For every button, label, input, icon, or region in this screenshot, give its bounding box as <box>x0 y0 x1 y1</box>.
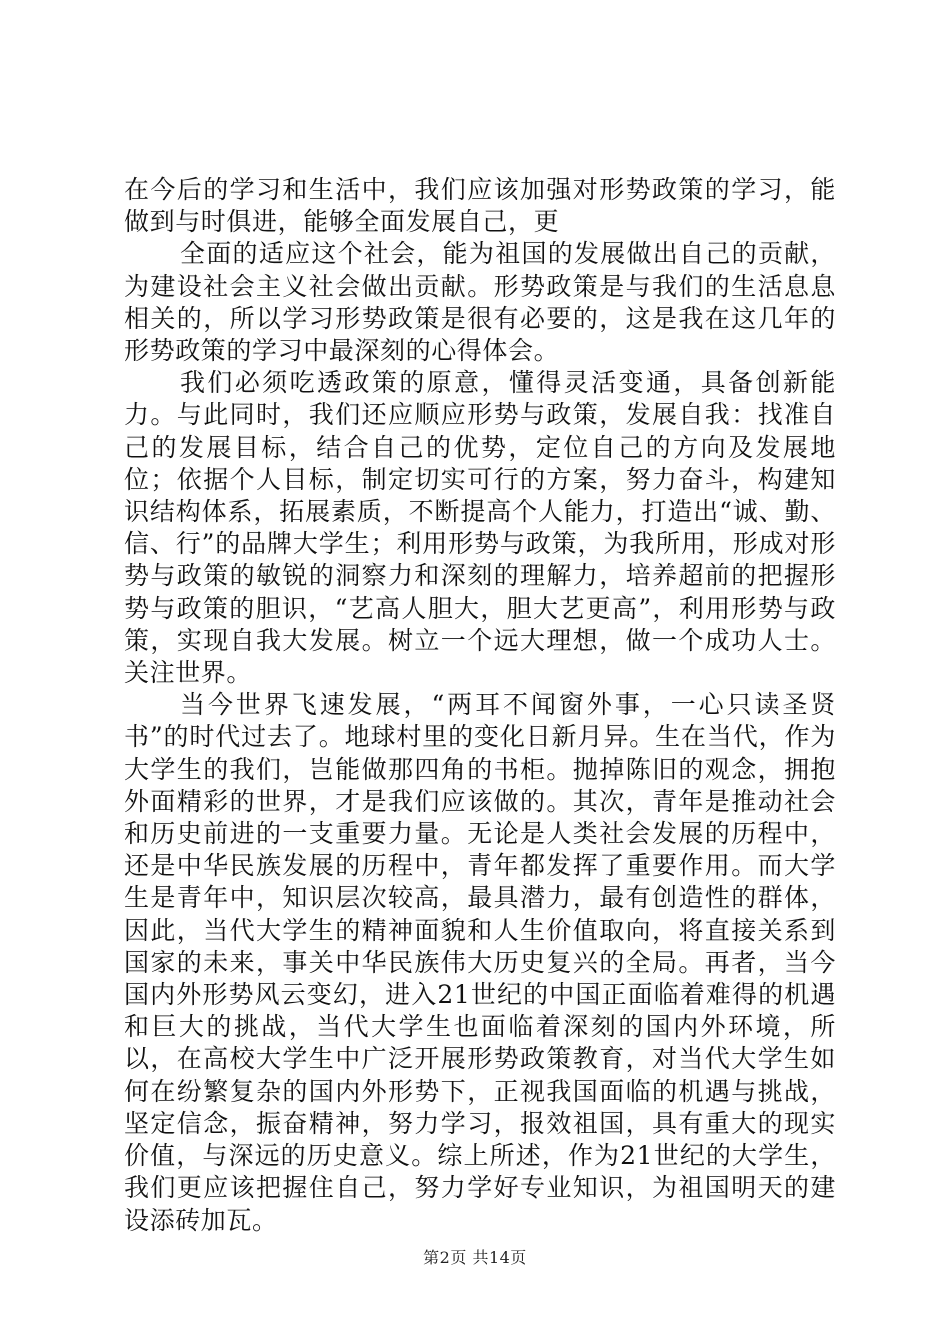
paragraph-3: 我们必须吃透政策的原意，懂得灵活变通，具备创新能力。与此同时，我们还应顺应形势与政策，发展自我：找准自己的发展目标，结合自己的优势，定位自己的方向及发展地位；依据个人目标，制定切实可行的方案，努力奋斗，构建知识结构体系，拓展素质，不断提高个人能力，打造出“诚、勤、信、行”的品牌大学生；利用形势与政策，为我所用，形成对形势与政策的敏锐的洞察力和深刻的理解力，培养超前的把握形势与政策的胆识，“艺高人胆大，胆大艺更高”，利用形势与政策，实现自我大发展。树立一个远大理想，做一个成功人士。关注世界。 <box>124 368 836 688</box>
document-body <box>124 174 836 1237</box>
paragraph-1: 在今后的学习和生活中，我们应该加强对形势政策的学习，能做到与时俱进，能够全面发展自己，更 <box>124 175 836 237</box>
paragraph-2: 全面的适应这个社会，能为祖国的发展做出自己的贡献，为建设社会主义社会做出贡献。形势政策是与我们的生活息息相关的，所以学习形势政策是很有必要的，这是我在这几年的形势政策的学习中最深刻的心得体会。 <box>124 239 836 366</box>
paragraph-4: 当今世界飞速发展，“两耳不闻窗外事，一心只读圣贤书”的时代过去了。地球村里的变化日新月异。生在当代，作为大学生的我们，岂能做那四角的书柜。抛掉陈旧的观念，拥抱外面精彩的世界，才是我们应该做的。其次，青年是推动社会和历史前进的一支重要力量。无论是人类社会发展的历程中，还是中华民族发展的历程中，青年都发挥了重要作用。而大学生是青年中，知识层次较高，最具潜力，最有创造性的群体，因此，当代大学生的精神面貌和人生价值取向，将直接关系到国家的未来，事关中华民族伟大历史复兴的全局。再者，当今国内外形势风云变幻，进入21世纪的中国正面临着难得的机遇和巨大的挑战，当代大学生也面临着深刻的国内外环境，所以，在高校大学生中广泛开展形势政策教育，对当代大学生如何在纷繁复杂的国内外形势下，正视我国面临的机遇与挑战，坚定信念，振奋精神，努力学习，报效祖国，具有重大的现实价值，与深远的历史意义。综上所述，作为21世纪的大学生，我们更应该把握住自己，努力学好专业知识，为祖国明天的建设添砖加瓦。 <box>124 690 836 1235</box>
page-number-footer: 第2页 共14页 <box>423 1248 527 1267</box>
